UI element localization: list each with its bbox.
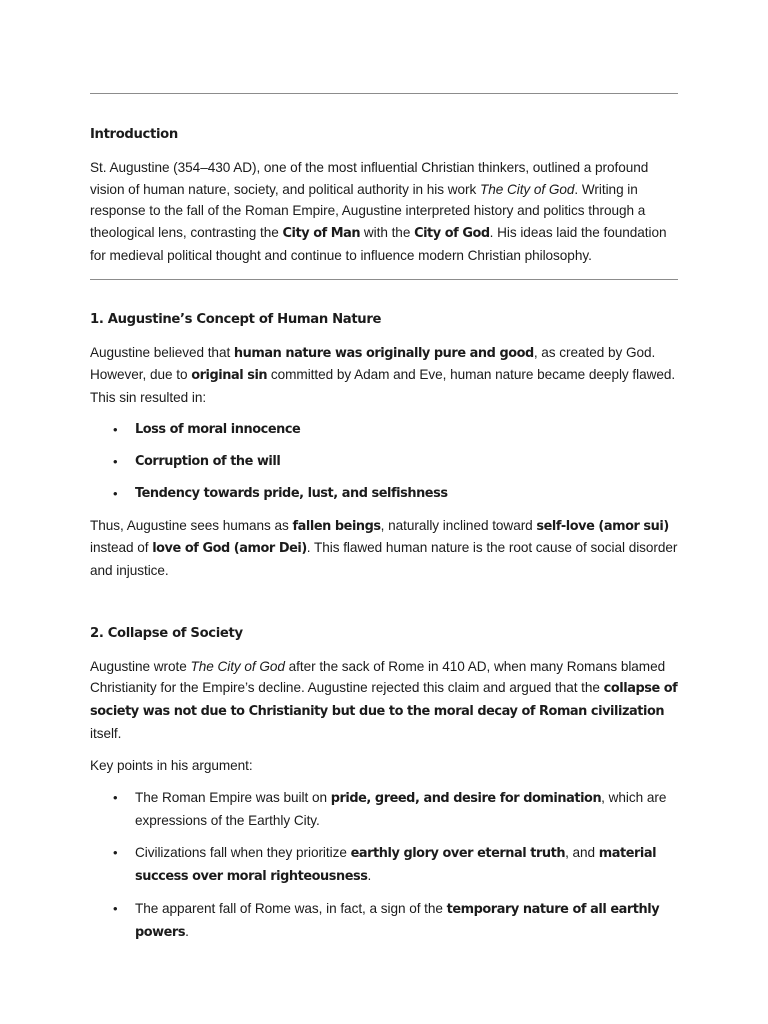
bullet-icon: • [113, 421, 118, 437]
section1-paragraph-2: Thus, Augustine sees humans as fallen beings, naturally inclined toward self-love (amor sui) instead of love of God (amor Dei). This flawed human nature is the root cause of social disorder and injustice. [90, 517, 678, 579]
intro-heading: Introduction [90, 127, 178, 142]
list-item: • Corruption of the will [90, 451, 678, 473]
bullet-icon: • [113, 485, 118, 501]
bullet-icon: • [113, 790, 118, 806]
list-item: • Civilizations fall when they prioritize earthly glory over eternal truth, and material success over moral righteousness. [90, 842, 678, 887]
list-item: • Loss of moral innocence [90, 419, 678, 441]
section2-paragraph-1: Augustine wrote The City of God after the sack of Rome in 410 AD, when many Romans blamed Christianity for the Empire’s decline. Augustine rejected this claim and argued that the collapse of society was not due to Christianity but due to the moral decay of Roman civilization itself. [90, 658, 678, 741]
intro-divider [90, 279, 678, 280]
section1-bullet-list [90, 419, 678, 505]
section2-bullet-list [90, 787, 678, 943]
bullet-icon: • [113, 453, 118, 469]
top-divider [90, 93, 678, 94]
list-item: • The apparent fall of Rome was, in fact, a sign of the temporary nature of all earthly powers. [90, 898, 678, 943]
bullet-icon: • [113, 901, 118, 917]
section1-paragraph-1: Augustine believed that human nature was originally pure and good, as created by God. However, due to original sin committed by Adam and Eve, human nature became deeply flawed. This sin resulted in: [90, 344, 676, 405]
section1-heading: 1. Augustine’s Concept of Human Nature [90, 311, 382, 327]
document-content [90, 93, 678, 954]
list-item: • Tendency towards pride, lust, and selfishness [90, 483, 678, 505]
bullet-icon: • [113, 845, 118, 861]
list-item: • The Roman Empire was built on pride, greed, and desire for domination, which are expressions of the Earthly City. [90, 787, 678, 831]
intro-paragraph: St. Augustine (354–430 AD), one of the most influential Christian thinkers, outlined a profound vision of human nature, society, and political authority in his work The City of God. Writing in response to the fall of the Roman Empire, Augustine interpreted history and politics through a theological lens, contrasting the City of Man with the City of God. His ideas laid the foundation for medieval political thought and continue to influence modern Christian philosophy. [90, 160, 667, 263]
section2-heading: 2. Collapse of Society [90, 625, 243, 641]
section2-paragraph-2: Key points in his argument: [90, 758, 253, 774]
